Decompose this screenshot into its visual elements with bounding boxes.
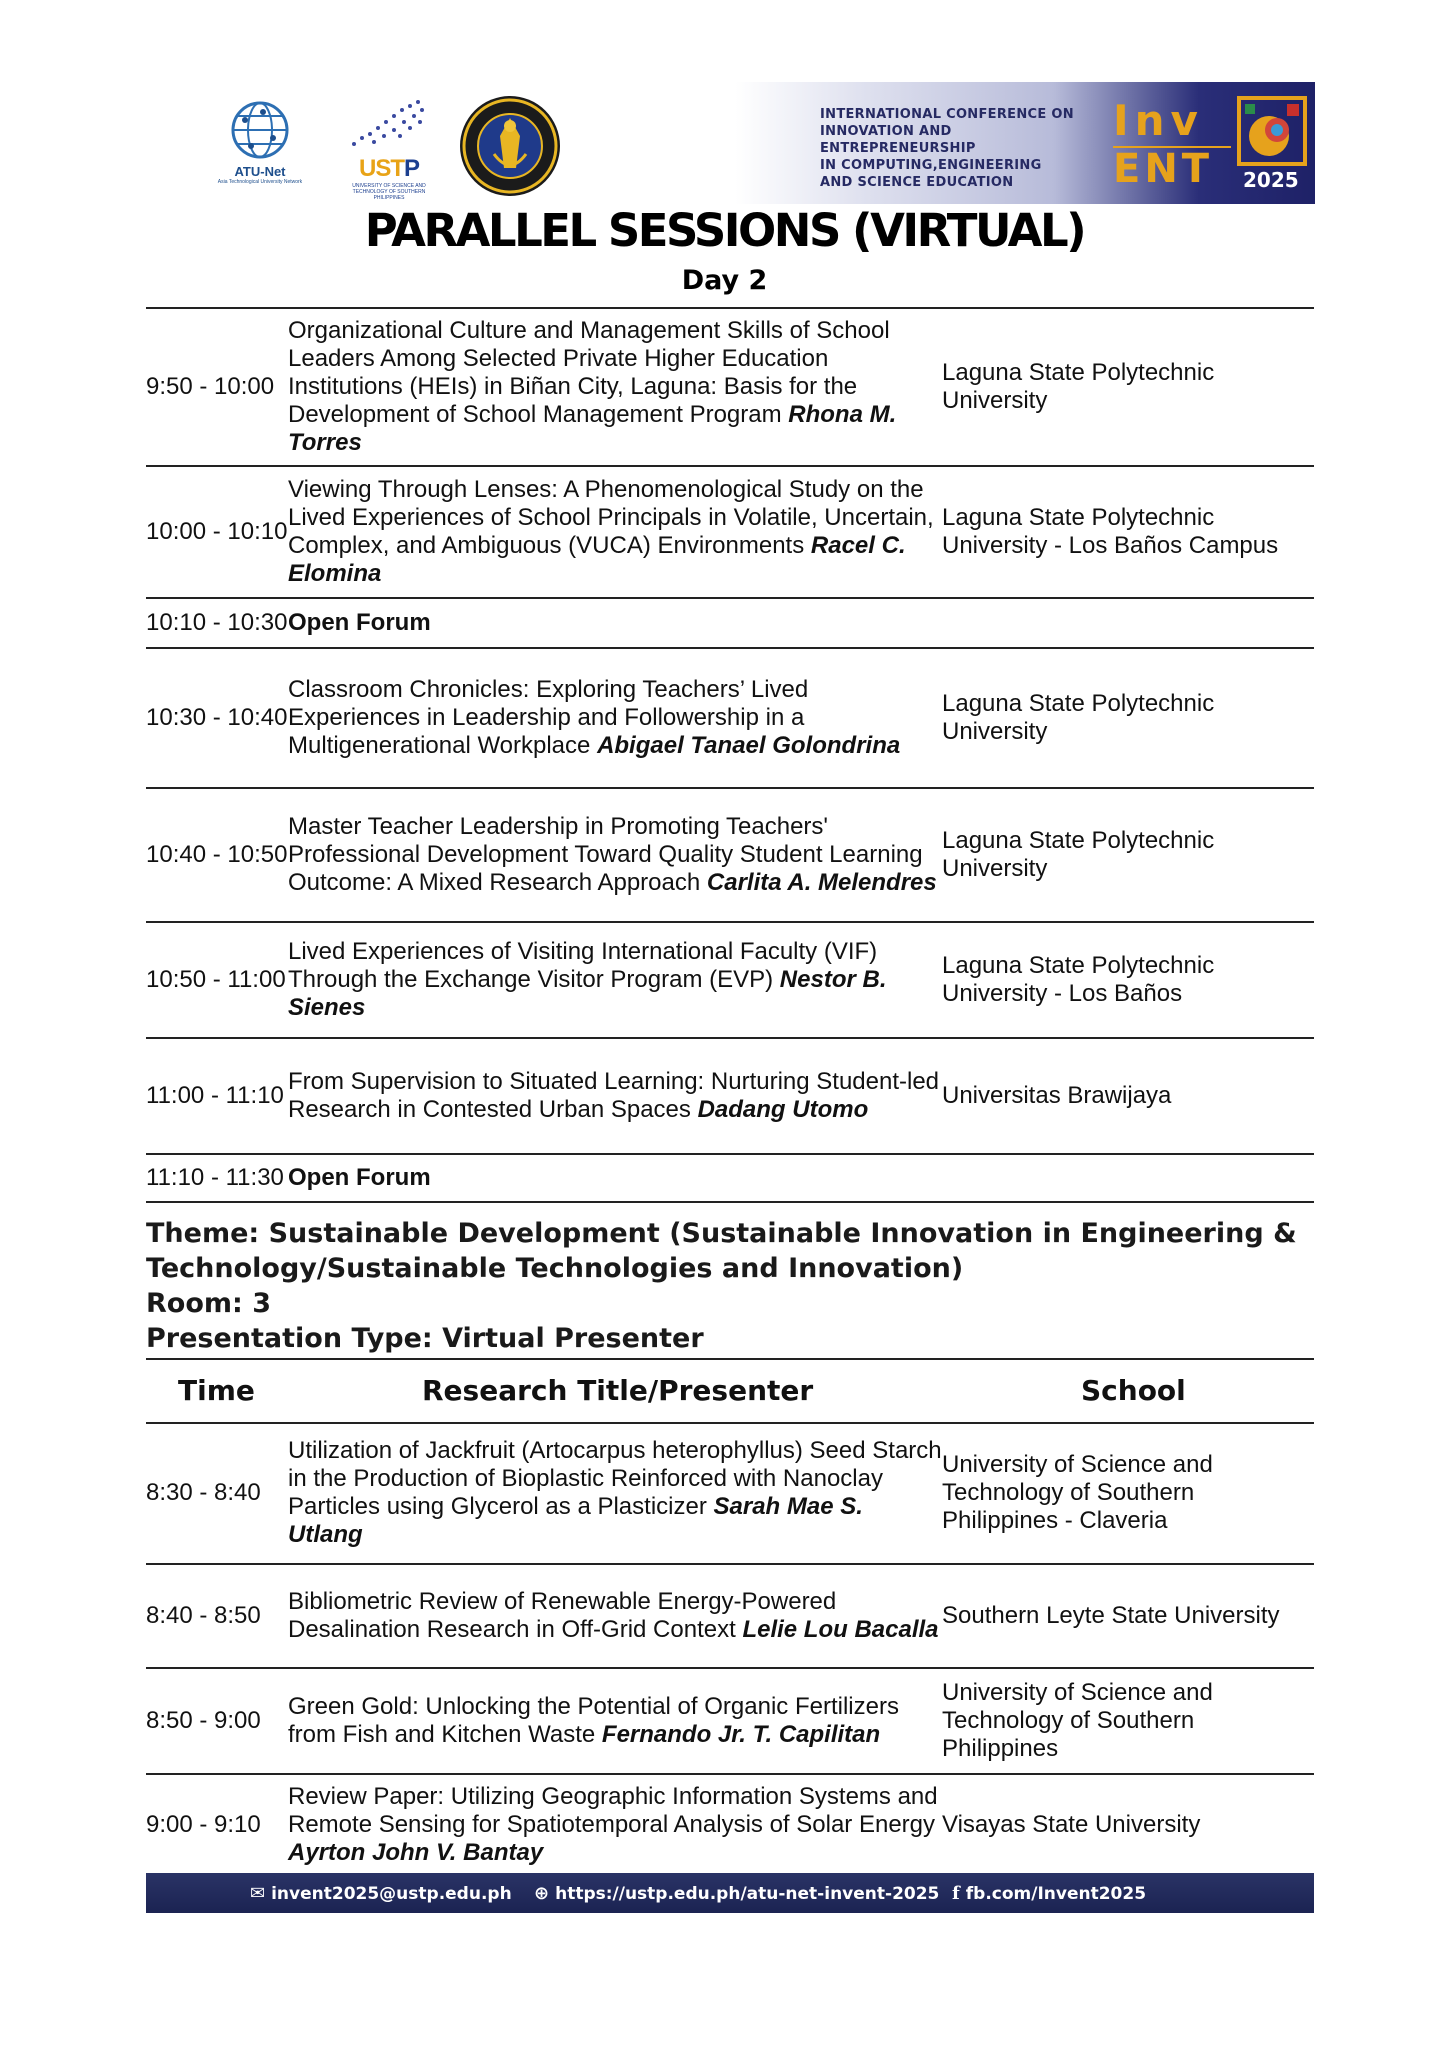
table-row <box>146 1038 1314 1154</box>
partner-logos <box>215 92 575 202</box>
session-presenter: Ayrton John V. Bantay <box>288 1838 544 1866</box>
session-school: Universitas Brawijaya <box>942 1038 1314 1154</box>
session-title: Utilization of Jackfruit (Artocarpus heterophyllus) Seed Starch in the Production of Bioplastic Reinforced with Nanoclay Particles using Glycerol as a Plasticizer <box>288 1436 942 1520</box>
open-forum-label: Open Forum <box>288 1154 942 1202</box>
conference-banner <box>735 82 1315 204</box>
session-title-cell <box>288 1038 942 1154</box>
session-time: 9:50 - 10:00 <box>146 308 288 466</box>
session-title: Green Gold: Unlocking the Potential of Organic Fertilizers from Fish and Kitchen Waste <box>288 1693 899 1748</box>
session-title: From Supervision to Situated Learning: Nurturing Student-led Research in Contested Urban Spaces <box>288 1068 940 1123</box>
session-title-cell <box>288 922 942 1038</box>
ustp-logo <box>339 92 439 201</box>
footer-facebook[interactable] <box>952 1883 1146 1904</box>
table-row <box>146 466 1314 598</box>
invent-logo-top: Inv <box>1113 96 1204 145</box>
column-header-title: Research Title/Presenter <box>422 1374 814 1407</box>
session-time: 10:00 - 10:10 <box>146 466 288 598</box>
session-title-cell <box>288 308 942 466</box>
room-label: Room: 3 <box>146 1288 272 1319</box>
session-presenter: Nestor B. Sienes <box>288 966 887 1021</box>
invent-logo-bottom: ENT <box>1113 146 1214 192</box>
session-school: University of Science and Technology of Southern Philippines - Claveria <box>942 1422 1314 1564</box>
footer-bar <box>146 1873 1314 1913</box>
globe-network-icon <box>225 98 295 166</box>
table-row-open-forum <box>146 1154 1314 1202</box>
session-title: Master Teacher Leadership in Promoting Teachers' Professional Development Toward Quality Student Learning Outcome: A Mixed Research Approach <box>288 813 923 896</box>
mail-icon: ✉ <box>250 1883 266 1904</box>
table-row <box>146 308 1314 466</box>
theme-title-line1: Theme: Sustainable Development (Sustainable Innovation in Engineering & <box>146 1218 1297 1249</box>
session-title-cell <box>288 1564 942 1668</box>
footer-email[interactable] <box>250 1883 512 1904</box>
session-school: University of Science and Technology of Southern Philippines <box>942 1668 1314 1774</box>
session-time: 10:10 - 10:30 <box>146 598 288 648</box>
facebook-icon: f <box>952 1883 960 1904</box>
session-school: Laguna State Polytechnic University - Los Baños <box>942 922 1314 1038</box>
session-school: Laguna State Polytechnic University <box>942 788 1314 922</box>
table-row <box>146 648 1314 788</box>
table-row <box>146 922 1314 1038</box>
session-table-room3 <box>146 1422 1314 1874</box>
day-subtitle: Day 2 <box>681 265 768 296</box>
atu-net-name: ATU-Net <box>234 164 286 179</box>
website-link[interactable]: https://ustp.edu.ph/atu-net-invent-2025 <box>555 1884 940 1904</box>
session-school: Laguna State Polytechnic University - Los Baños Campus <box>942 466 1314 598</box>
open-forum-label: Open Forum <box>288 598 942 648</box>
session-title-cell <box>288 648 942 788</box>
theme-title-line2: Technology/Sustainable Technologies and Innovation) <box>146 1253 964 1284</box>
session-time: 8:50 - 9:00 <box>146 1668 288 1774</box>
session-time: 10:30 - 10:40 <box>146 648 288 788</box>
session-table-day2-a <box>146 307 1314 1203</box>
table-row <box>146 1774 1314 1874</box>
session-title-cell <box>288 1668 942 1774</box>
university-seal-icon <box>458 94 562 198</box>
table-row <box>146 788 1314 922</box>
session-title: Bibliometric Review of Renewable Energy-Powered Desalination Research in Off-Grid Context <box>288 1588 837 1643</box>
session-presenter: Carlita A. Melendres <box>706 869 937 896</box>
email-link[interactable]: invent2025@ustp.edu.ph <box>271 1884 512 1904</box>
theme-block <box>146 1216 1316 1356</box>
session-title: Organizational Culture and Management Skills of School Leaders Among Selected Private Higher Education Institutions (HEIs) in Biñan City, Laguna: Basis for the Development of School Management Program <box>288 317 890 428</box>
ustp-subtitle: UNIVERSITY OF SCIENCE AND TECHNOLOGY OF SOUTHERN PHILIPPINES <box>352 183 426 201</box>
facebook-link[interactable]: fb.com/Invent2025 <box>965 1884 1147 1904</box>
session-school: Laguna State Polytechnic University <box>942 308 1314 466</box>
column-header-school: School <box>1081 1374 1186 1407</box>
atu-net-logo <box>215 98 305 185</box>
column-header-time: Time <box>178 1374 255 1407</box>
brawijaya-seal-logo <box>458 94 562 203</box>
invent-emblem-icon <box>1237 96 1307 166</box>
session-title-cell <box>288 1422 942 1564</box>
session-title: Classroom Chronicles: Exploring Teachers’ Lived Experiences in Leadership and Followership in a Multigenerational Workplace <box>288 676 809 759</box>
session-school: Visayas State University <box>942 1810 1201 1838</box>
page-title: PARALLEL SESSIONS (VIRTUAL) <box>364 204 1085 257</box>
session-title: Viewing Through Lenses: A Phenomenological Study on the Lived Experiences of School Principals in Volatile, Uncertain, Complex, and Ambiguous (VUCA) Environments <box>288 476 934 559</box>
table-row <box>146 1422 1314 1564</box>
table-header <box>146 1358 1314 1424</box>
presentation-type-label: Presentation Type: Virtual Presenter <box>146 1323 704 1354</box>
session-presenter: Rhona M. Torres <box>288 401 897 456</box>
session-time: 10:50 - 11:00 <box>146 922 288 1038</box>
session-school: Laguna State Polytechnic University <box>942 648 1314 788</box>
session-time: 8:40 - 8:50 <box>146 1564 288 1668</box>
session-title-cell <box>288 1774 942 1874</box>
globe-icon: ⊕ <box>534 1883 550 1904</box>
session-school: Southern Leyte State University <box>942 1564 1314 1668</box>
session-time: 9:00 - 9:10 <box>146 1810 261 1838</box>
session-presenter: Sarah Mae S. Utlang <box>288 1492 863 1548</box>
table-row-open-forum <box>146 598 1314 648</box>
session-presenter: Dadang Utomo <box>697 1096 869 1123</box>
footer-website[interactable] <box>534 1883 939 1904</box>
invent-logo-year: 2025 <box>1243 168 1299 192</box>
session-presenter: Racel C. Elomina <box>288 532 906 587</box>
atu-net-subtitle: Asia Technological University Network <box>217 179 303 185</box>
session-time: 11:00 - 11:10 <box>146 1038 288 1154</box>
session-title: Lived Experiences of Visiting International Faculty (VIF) Through the Exchange Visitor Program (EVP) <box>288 938 878 993</box>
session-title: Review Paper: Utilizing Geographic Information Systems and Remote Sensing for Spatiotemporal Analysis of Solar Energy <box>288 1782 938 1838</box>
dotted-wave-icon <box>344 92 434 156</box>
ustp-name: USTP <box>358 155 419 182</box>
session-time: 11:10 - 11:30 <box>146 1154 288 1202</box>
conference-name: INTERNATIONAL CONFERENCE ON INNOVATION AND ENTREPRENEURSHIP IN COMPUTING,ENGINEERING AND SCIENCE EDUCATION <box>820 107 1074 190</box>
session-presenter: Abigael Tanael Golondrina <box>597 732 901 759</box>
session-presenter: Fernando Jr. T. Capilitan <box>601 1721 881 1748</box>
table-row <box>146 1668 1314 1774</box>
session-title-cell <box>288 466 942 598</box>
session-time: 10:40 - 10:50 <box>146 788 288 922</box>
session-title-cell <box>288 788 942 922</box>
session-time: 8:30 - 8:40 <box>146 1422 288 1564</box>
session-presenter: Lelie Lou Bacalla <box>742 1616 939 1643</box>
table-row <box>146 1564 1314 1668</box>
